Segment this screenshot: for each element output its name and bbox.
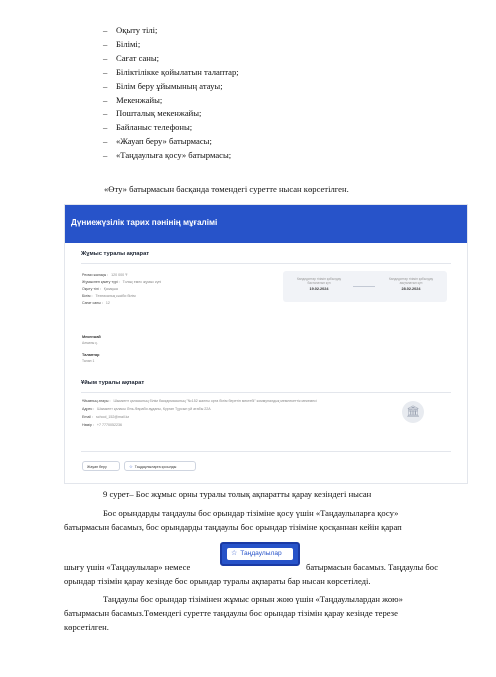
address-label: Мекенжай xyxy=(82,335,101,339)
list-item: – Біліктілікке қойылатын талаптар; xyxy=(103,66,239,77)
field-hours: Сағат саны : 12 xyxy=(82,301,110,305)
org-name: Ұйымның атауы : Шымкент қаласының білім басқармасының "№152 жалпы орта білім беретін мектебі" коммуналдық мемлекеттік мекемесі xyxy=(82,399,317,403)
intro-text: «Өту» батырмасын басқанда төмендегі суретте нысан көрсетілген. xyxy=(104,184,349,194)
divider xyxy=(81,451,451,452)
org-phone: Нөмір : +7 7770052236 xyxy=(82,423,122,427)
requirements-value: Талап 1 xyxy=(82,359,95,363)
org-email: Email : school_152@mail.kz xyxy=(82,415,130,419)
list-item: – Сағат саны; xyxy=(103,52,160,63)
paragraph-line: Бос орындарды таңдаулы бос орындар тізіміне қосу үшін «Таңдаулыларға қосу» xyxy=(103,508,399,518)
list-item: – Байланыс телефоны; xyxy=(103,122,193,133)
paragraph-line: батырмасын басамыз, бос орындарды таңдаулы бос орындар тізіміне қосқаннан кейін қарап xyxy=(64,522,402,532)
star-icon: ☆ xyxy=(129,464,133,469)
field-list xyxy=(103,24,239,163)
paragraph-line: орындар тізімін қарау кезінде бос орындар туралы ақпараты бар нысан көрсетіледі. xyxy=(64,576,371,586)
figure-caption: 9 сурет– Бос жұмыс орны туралы толық ақпаратты қарау кезіндегі нысан xyxy=(103,489,372,499)
list-item: – Білімі; xyxy=(103,38,141,49)
list-item: – Мекенжайы; xyxy=(103,94,163,105)
address-value: Алматы қ. xyxy=(82,341,98,345)
field-employment: Жұмыспен қамту түрі : Толық емес жұмыс күні xyxy=(82,280,162,284)
date-to: Кандидаттар тізімін қабылдау аяқталатын күн 28.02.2024 xyxy=(388,277,434,292)
requirements-label: Талаптар xyxy=(82,353,100,357)
paragraph-line: батырмасын басамыз.Төмендегі суретте таңдаулы бос орындар тізімін қарау кезінде терезе xyxy=(64,608,398,618)
building-icon: 🏛 xyxy=(402,401,424,423)
star-icon: ☆ xyxy=(231,550,238,557)
vacancy-screenshot xyxy=(64,204,468,484)
application-dates xyxy=(283,271,447,302)
vacancy-header xyxy=(65,205,467,243)
reply-button[interactable]: Жауап беру xyxy=(82,461,120,471)
org-info-heading: Ұйым туралы ақпарат xyxy=(81,380,145,386)
list-item: – «Жауап беру» батырмасы; xyxy=(103,136,212,147)
favorites-button[interactable]: ☆ Таңдаулылар xyxy=(220,542,300,566)
vacancy-title: Дүниежүзілік тарих пәнінің мұғалімі xyxy=(71,218,218,227)
add-favorite-button[interactable]: ☆ Таңдаулыларға қосылды xyxy=(124,461,196,471)
org-address: Адрес : Шымкент қаласы Әль-Фараби ауданы, Курган Тұрсын уй атабы 22А xyxy=(82,407,211,411)
divider xyxy=(81,392,451,393)
list-item: – Білім беру ұйымының атауы; xyxy=(103,80,223,91)
list-item: – Пошталық мекенжайы; xyxy=(103,108,202,119)
divider xyxy=(81,263,451,264)
paragraph-line: көрсетілген. xyxy=(64,622,109,632)
paragraph-line: Таңдаулы бос орындар тізімінен жұмыс орнын жою үшін «Таңдаулылардан жою» xyxy=(103,594,403,604)
job-info-heading: Жұмыс туралы ақпарат xyxy=(81,251,150,257)
list-item: – «Таңдаулыға қосу» батырмасы; xyxy=(103,150,232,161)
field-education: Білім : Техникалық кәсіби білім xyxy=(82,294,136,298)
paragraph-line: шығу үшін «Таңдаулылар» немесе xyxy=(64,562,191,572)
date-arrow xyxy=(353,286,375,287)
field-salary: Ресми жалақы : 120 000 ₸ xyxy=(82,273,128,277)
list-item: – Оқыту тілі; xyxy=(103,25,158,35)
field-language: Оқыту тілі : Қазақша xyxy=(82,287,118,291)
paragraph-line: батырмасын басамыз. Таңдаулы бос xyxy=(306,562,439,572)
date-from: Кандидаттар тізімін қабылдау басталатын күн 19.02.2024 xyxy=(296,277,342,292)
